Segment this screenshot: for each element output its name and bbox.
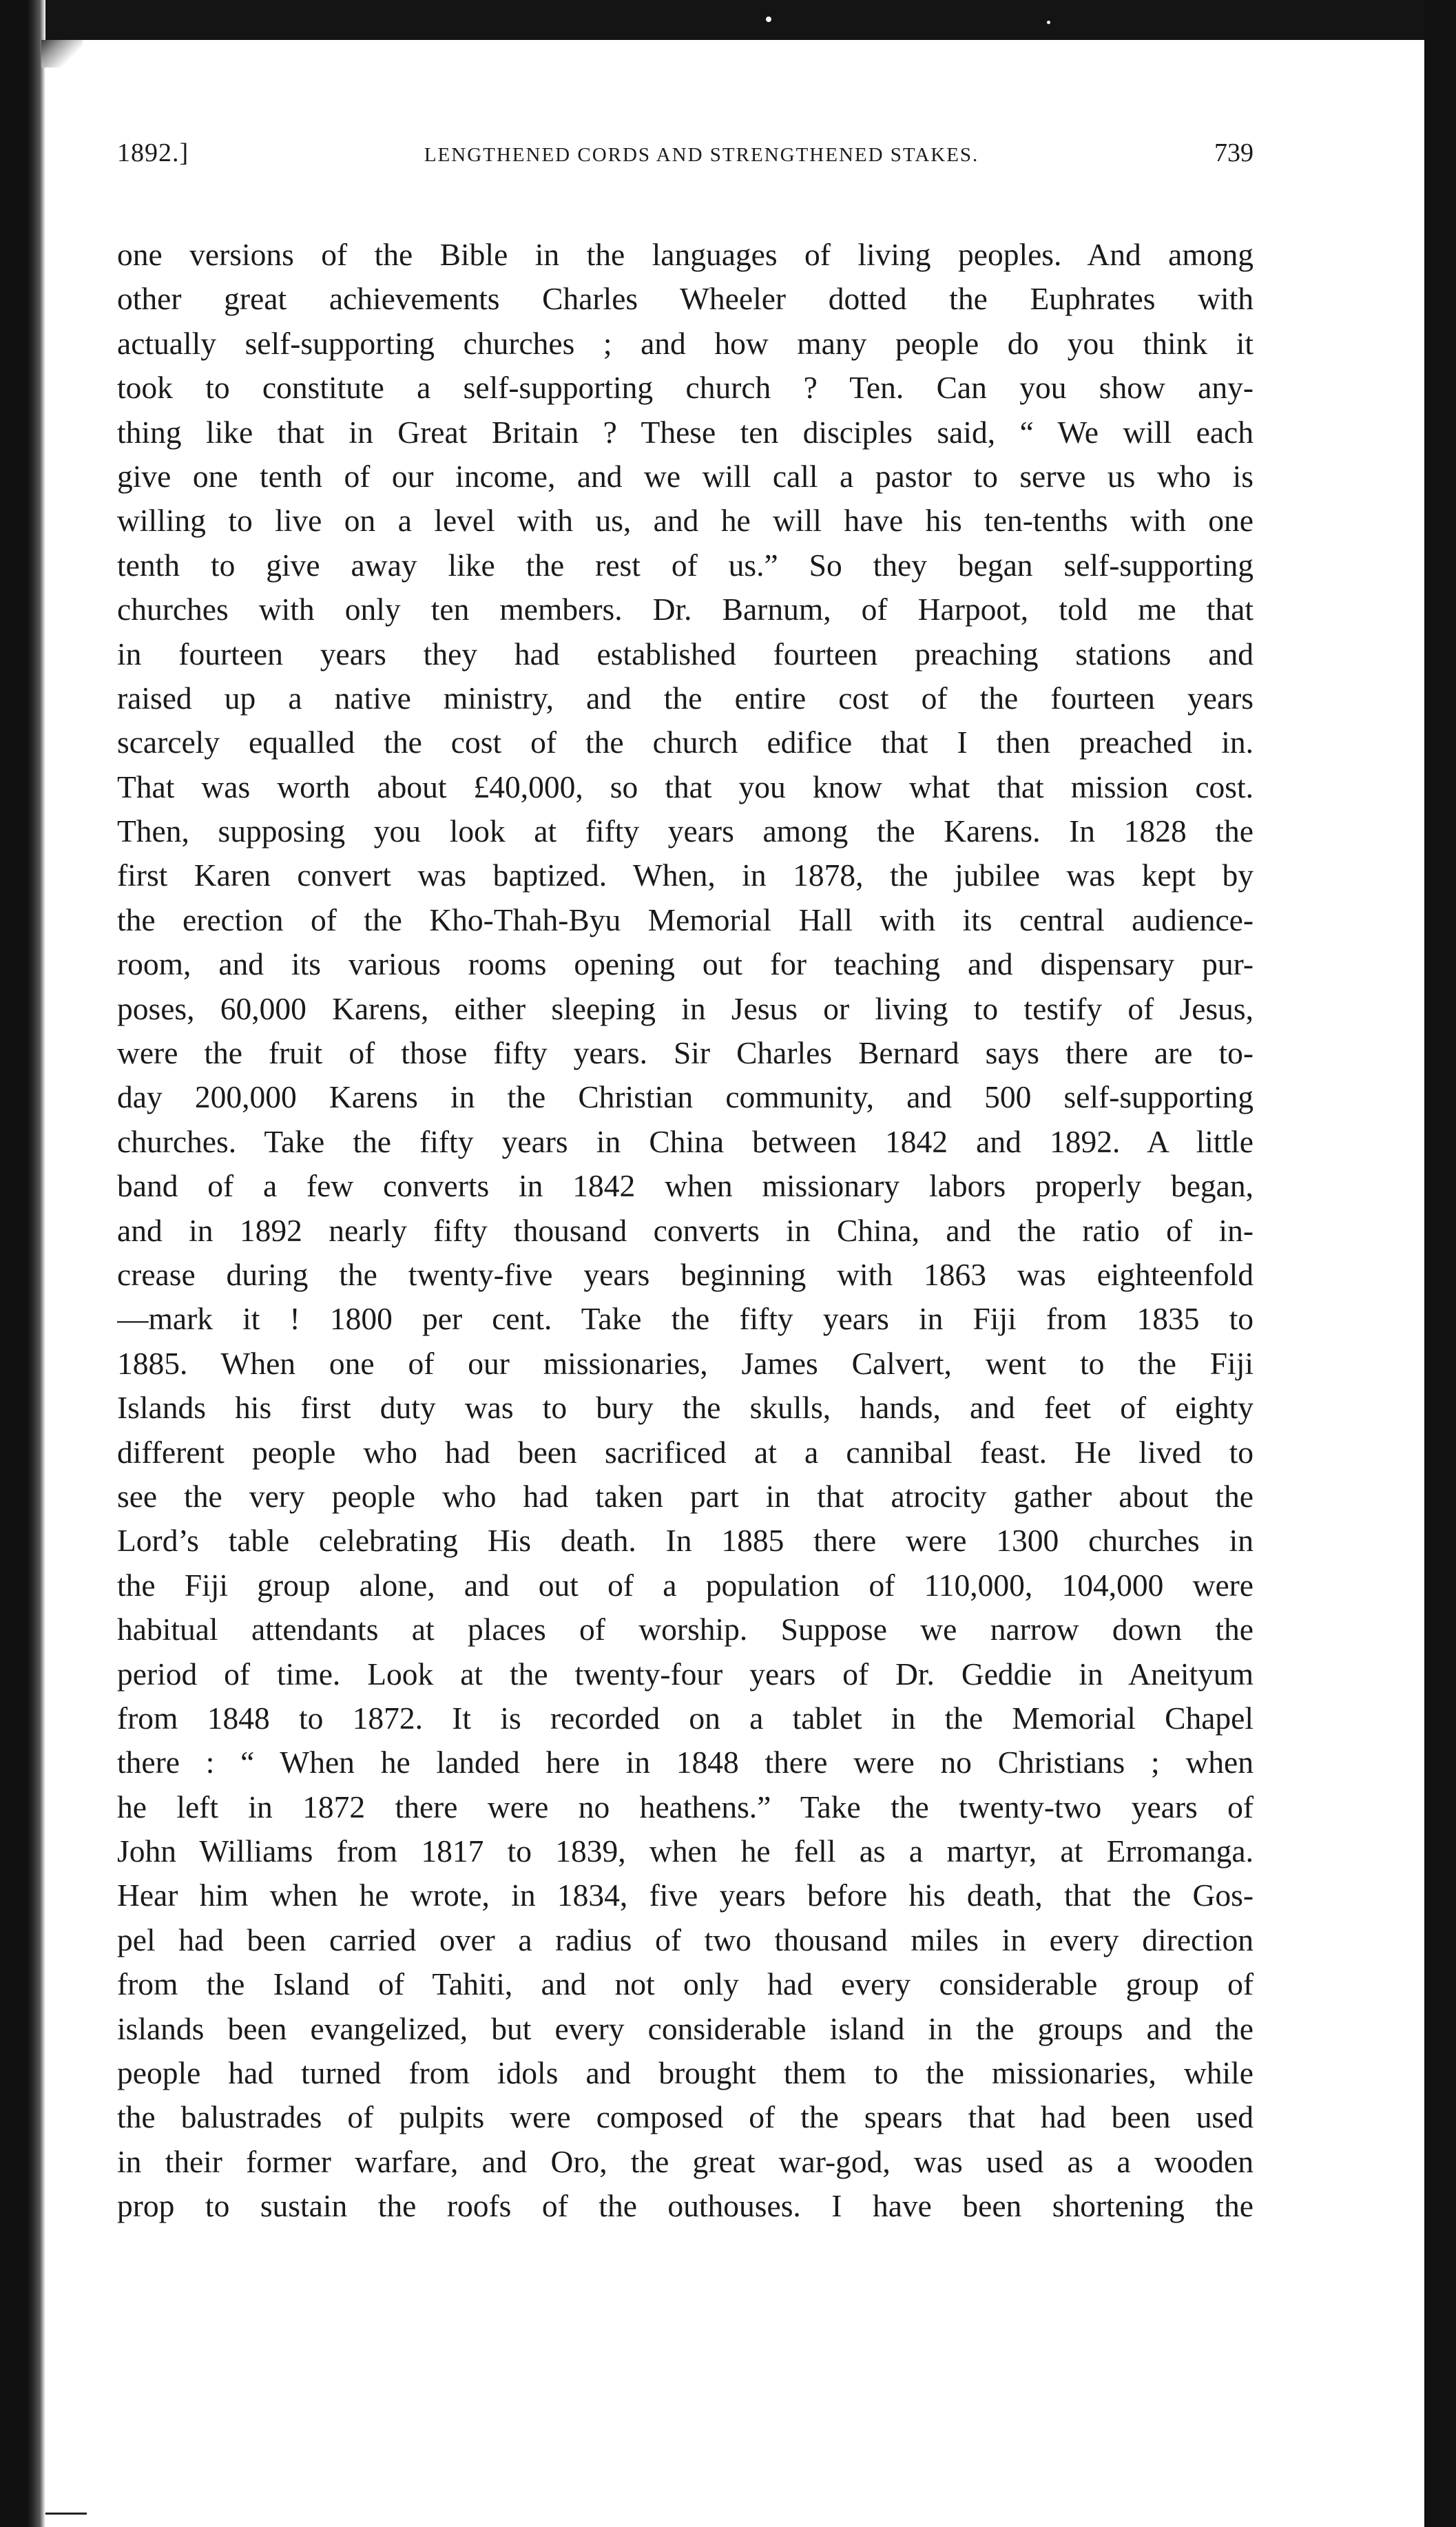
text-line: in their former warfare, and Oro, the great war-god, was used as a wooden: [117, 2143, 1254, 2179]
text-line: in fourteen years they had established fourteen preaching stations and: [117, 636, 1254, 672]
body-text: [117, 233, 1254, 2229]
text-line: and in 1892 nearly fifty thousand converts in China, and the ratio of in-: [117, 1212, 1254, 1248]
text-line: were the fruit of those fifty years. Sir Charles Bernard says there are to-: [117, 1035, 1254, 1071]
text-line: islands been evangelized, but every considerable island in the groups and the: [117, 2010, 1254, 2046]
text-line: the erection of the Kho-Thah-Byu Memorial Hall with its central audience-: [117, 902, 1254, 937]
text-line: from 1848 to 1872. It is recorded on a tablet in the Memorial Chapel: [117, 1700, 1254, 1736]
text-line: different people who had been sacrificed at a cannibal feast. He lived to: [117, 1434, 1254, 1470]
text-line: poses, 60,000 Karens, either sleeping in Jesus or living to testify of Jesus,: [117, 990, 1254, 1026]
scan-left-border: [0, 0, 45, 2527]
text-line: he left in 1872 there were no heathens.” Take the twenty-two years of: [117, 1789, 1254, 1824]
text-line: room, and its various rooms opening out for teaching and dispensary pur-: [117, 946, 1254, 982]
text-line: see the very people who had taken part in that atrocity gather about the: [117, 1478, 1254, 1514]
text-line: one versions of the Bible in the languages of living peoples. And among: [117, 237, 1254, 272]
text-line: the Fiji group alone, and out of a population of 110,000, 104,000 were: [117, 1567, 1254, 1603]
text-line: churches with only ten members. Dr. Barnum, of Harpoot, told me that: [117, 592, 1254, 627]
text-line: tenth to give away like the rest of us.” So they began self-supporting: [117, 547, 1254, 583]
running-head-year: 1892.]: [117, 138, 189, 167]
text-line: raised up a native ministry, and the entire cost of the fourteen years: [117, 680, 1254, 716]
text-line: there : “ When he landed here in 1848 there were no Christians ; when: [117, 1745, 1254, 1780]
page-corner-shadow: [41, 40, 83, 67]
scan-right-border: [1424, 0, 1456, 2527]
text-line: churches. Take the fifty years in China between 1842 and 1892. A little: [117, 1123, 1254, 1159]
text-line: from the Island of Tahiti, and not only had every considerable group of: [117, 1966, 1254, 2002]
text-line: habitual attendants at places of worship. Suppose we narrow down the: [117, 1612, 1254, 1647]
text-line: band of a few converts in 1842 when missionary labors properly began,: [117, 1168, 1254, 1204]
page-number: 739: [1214, 138, 1254, 167]
running-head-title: LENGTHENED CORDS AND STRENGTHENED STAKES.: [424, 144, 979, 166]
text-line: —mark it ! 1800 per cent. Take the fifty years in Fiji from 1835 to: [117, 1301, 1254, 1337]
scan-bottom-mark: [45, 2513, 87, 2515]
text-line: pel had been carried over a radius of two thousand miles in every direction: [117, 1922, 1254, 1957]
book-page: [117, 138, 1254, 2229]
text-line: day 200,000 Karens in the Christian community, and 500 self-supporting: [117, 1079, 1254, 1115]
text-line: people had turned from idols and brought them to the missionaries, while: [117, 2055, 1254, 2091]
text-line: Lord’s table celebrating His death. In 1885 there were 1300 churches in: [117, 1523, 1254, 1559]
text-line: That was worth about £40,000, so that you know what that mission cost.: [117, 769, 1254, 804]
text-line: Islands his first duty was to bury the skulls, hands, and feet of eighty: [117, 1390, 1254, 1426]
text-line: first Karen convert was baptized. When, in 1878, the jubilee was kept by: [117, 857, 1254, 893]
text-line: thing like that in Great Britain ? These ten disciples said, “ We will each: [117, 414, 1254, 450]
text-line: the balustrades of pulpits were composed of the spears that had been used: [117, 2099, 1254, 2135]
text-line: Then, supposing you look at fifty years among the Karens. In 1828 the: [117, 813, 1254, 849]
scan-top-border: [0, 0, 1456, 40]
text-line: Hear him when he wrote, in 1834, five years before his death, that the Gos-: [117, 1878, 1254, 1913]
text-line: 1885. When one of our missionaries, James Calvert, went to the Fiji: [117, 1345, 1254, 1381]
text-line: willing to live on a level with us, and he will have his ten-tenths with one: [117, 503, 1254, 539]
text-line: prop to sustain the roofs of the outhouses. I have been shortening the: [117, 2188, 1254, 2224]
text-line: other great achievements Charles Wheeler dotted the Euphrates with: [117, 281, 1254, 317]
scan-speck: [766, 17, 771, 22]
text-line: John Williams from 1817 to 1839, when he fell as a martyr, at Erromanga.: [117, 1833, 1254, 1869]
text-line: scarcely equalled the cost of the church edifice that I then preached in.: [117, 725, 1254, 760]
text-line: actually self-supporting churches ; and how many people do you think it: [117, 325, 1254, 361]
text-line: period of time. Look at the twenty-four years of Dr. Geddie in Aneityum: [117, 1656, 1254, 1692]
text-line: crease during the twenty-five years beginning with 1863 was eighteenfold: [117, 1256, 1254, 1292]
running-head: [117, 138, 1254, 186]
text-line: give one tenth of our income, and we will call a pastor to serve us who is: [117, 458, 1254, 494]
scan-speck: [1047, 21, 1050, 24]
text-line: took to constitute a self-supporting church ? Ten. Can you show any-: [117, 370, 1254, 406]
